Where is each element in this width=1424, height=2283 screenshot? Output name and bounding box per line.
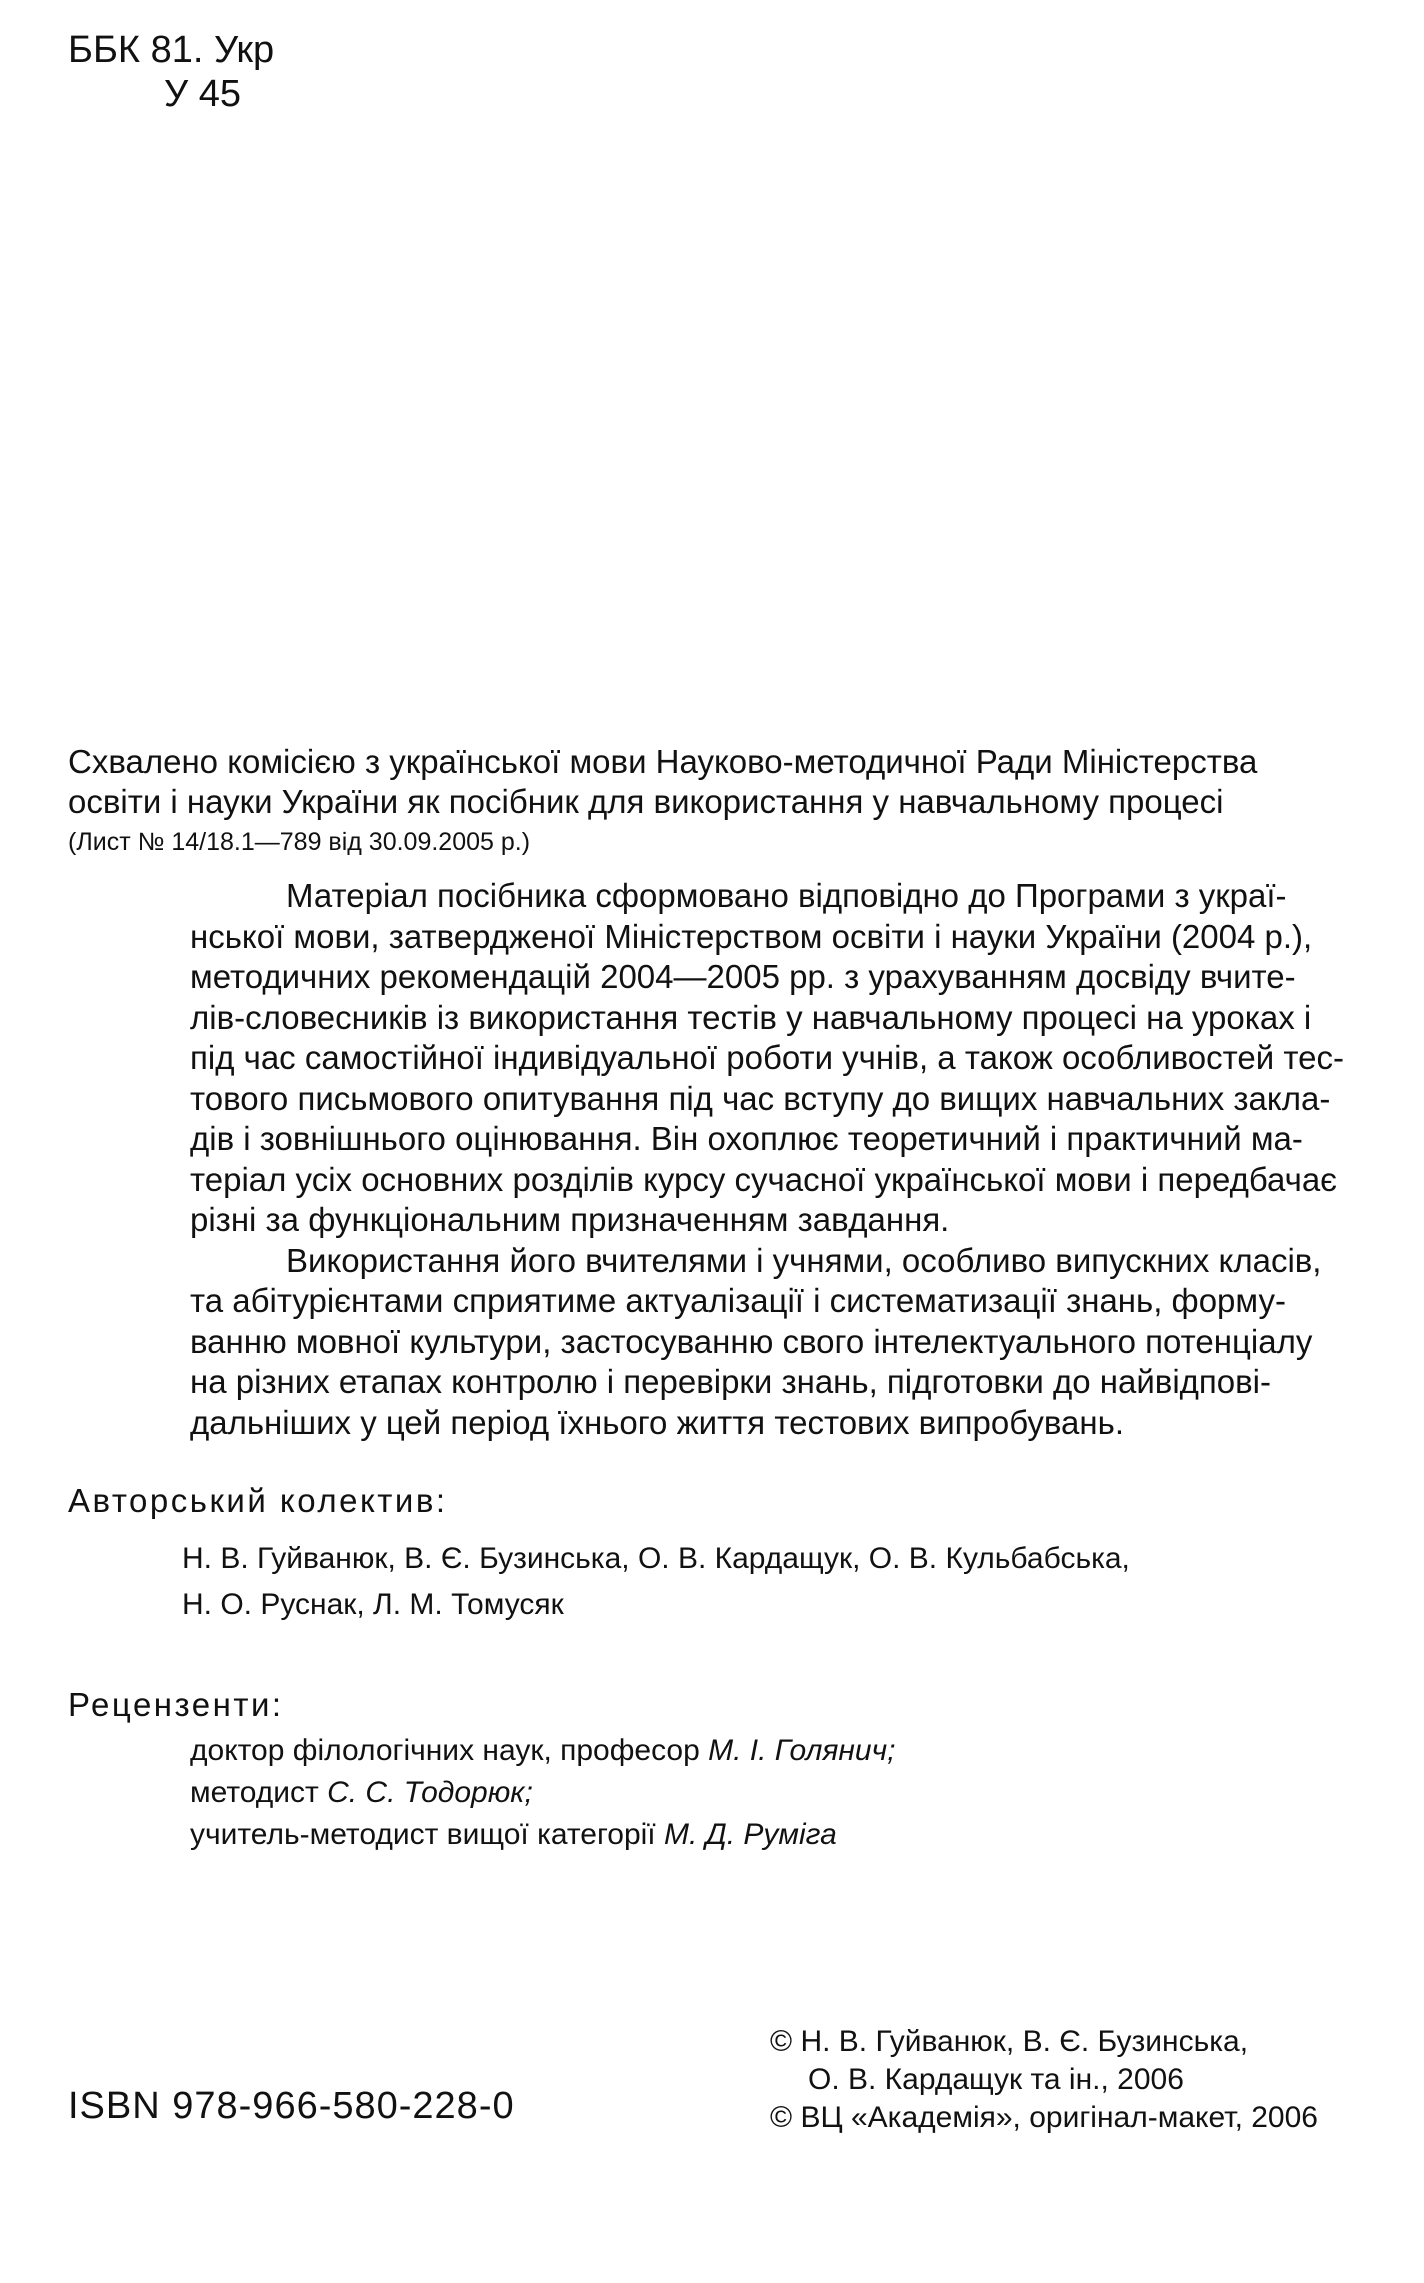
- copyright-line-3: © ВЦ «Академія», оригінал-макет, 2006: [770, 2101, 1318, 2134]
- reviewers-list: [190, 1730, 1340, 1856]
- authors-line-2: Н. О. Руснак, Л. М. Томусяк: [182, 1588, 564, 1621]
- reviewers-heading: Рецензенти:: [68, 1686, 284, 1723]
- approval-line-1: Схвалено комісією з української мови Науково-методичної Ради Міністерства: [68, 743, 1258, 780]
- authors-list: [182, 1536, 1332, 1628]
- approval-line-2: освіти і науки України як посібник для використання у навчальному процесі: [68, 783, 1224, 820]
- description-paragraph-2: [190, 1241, 1368, 1444]
- reviewer-name: С. С. Тодорюк;: [327, 1776, 533, 1809]
- reviewer-role: доктор філологічних наук, професор: [190, 1734, 709, 1767]
- reviewer-item: [190, 1772, 1340, 1814]
- reviewer-role: учитель-методист вищої категорії: [190, 1818, 664, 1851]
- description-line: різні за функціональним призначенням завдання.: [190, 1201, 950, 1238]
- copyright-line-2: О. В. Кардащук та ін., 2006: [808, 2063, 1184, 2096]
- approval-note: [68, 742, 1358, 862]
- reviewer-item: [190, 1814, 1340, 1856]
- description-paragraph-1: [190, 876, 1368, 1241]
- description-line: Використання його вчителями і учнями, особливо випускних класів,: [286, 1241, 1322, 1279]
- reviewer-name: М. І. Голянич;: [708, 1734, 896, 1767]
- bbk-code: ББК 81. Укр: [68, 29, 275, 71]
- copyright-block: [770, 2023, 1370, 2137]
- description-line: під час самостійної індивідуальної роботи учнів, а також особливостей тес-: [190, 1039, 1344, 1076]
- reviewer-role: методист: [190, 1776, 328, 1809]
- book-description: [190, 876, 1368, 1443]
- description-line: теріал усіх основних розділів курсу сучасної української мови і передбачає: [190, 1160, 1338, 1198]
- description-line: на різних етапах контролю і перевірки знань, підготовки до найвідпові-: [190, 1363, 1271, 1400]
- reviewer-item: [190, 1730, 1340, 1772]
- description-line: Матеріал посібника сформовано відповідно до Програми з украї-: [286, 877, 1287, 914]
- description-line: тового письмового опитування під час вступу до вищих навчальних закла-: [190, 1079, 1331, 1117]
- description-line: лів-словесників із використання тестів у навчальному процесі на уроках і: [190, 998, 1312, 1036]
- approval-document-ref: (Лист № 14/18.1—789 від 30.09.2005 р.): [68, 828, 531, 856]
- copyright-line-1: © Н. В. Гуйванюк, В. Є. Бузинська,: [770, 2025, 1249, 2058]
- classification-codes: [68, 28, 274, 116]
- description-line: ванню мовної культури, застосуванню свого інтелектуального потенціалу: [190, 1322, 1313, 1360]
- description-line: нської мови, затвердженої Міністерством освіти і науки України (2004 р.),: [190, 917, 1313, 955]
- authors-line-1: Н. В. Гуйванюк, В. Є. Бузинська, О. В. Кардащук, О. В. Кульбабська,: [182, 1542, 1130, 1575]
- description-line: та абітурієнтами сприятиме актуалізації і систематизації знань, форму-: [190, 1282, 1286, 1319]
- reviewer-name: М. Д. Руміга: [663, 1818, 837, 1851]
- udk-code: У 45: [164, 73, 241, 115]
- authors-heading: Авторський колектив:: [68, 1482, 448, 1519]
- description-line: дальніших у цей період їхнього життя тестових випробувань.: [190, 1403, 1124, 1441]
- description-line: дів і зовнішнього оцінювання. Він охоплює теоретичний і практичний ма-: [190, 1120, 1303, 1157]
- isbn-number: ISBN 978-966-580-228-0: [68, 2085, 515, 2127]
- description-line: методичних рекомендацій 2004—2005 рр. з урахуванням досвіду вчите-: [190, 958, 1296, 995]
